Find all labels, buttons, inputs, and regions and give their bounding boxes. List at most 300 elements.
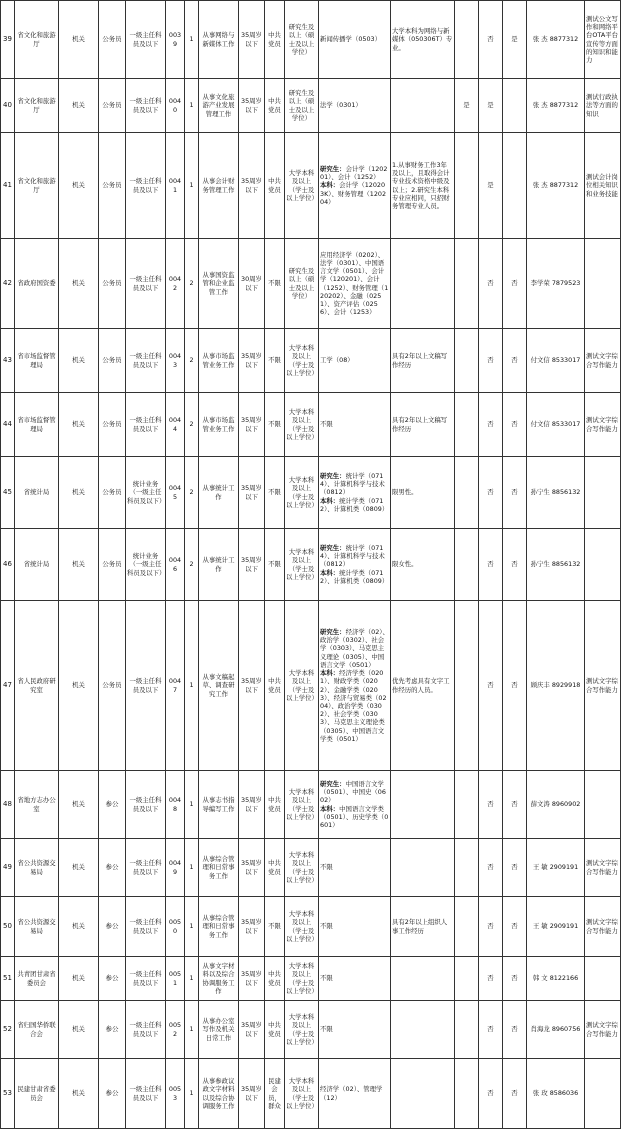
- cell-major: 不限: [319, 897, 391, 957]
- cell-age: 35周岁以下: [239, 393, 265, 457]
- cell-major: [319, 133, 391, 239]
- cell-code: 0045: [166, 457, 185, 529]
- cell-c1: [455, 897, 479, 957]
- cell-contact: 薛文涛 8960902: [527, 771, 585, 839]
- cell-c3: [503, 79, 527, 133]
- cell-type: 公务员: [99, 329, 126, 393]
- cell-major: [319, 771, 391, 839]
- cell-level: 一级主任科员及以下: [126, 839, 166, 897]
- cell-idx: 41: [1, 133, 15, 239]
- cell-other: [391, 79, 455, 133]
- major-part: [320, 472, 389, 497]
- cell-c3: 否: [503, 529, 527, 601]
- table-row: [1, 329, 621, 393]
- cell-level: 一级主任科员及以下: [126, 239, 166, 329]
- cell-politics: 中共党员: [265, 957, 285, 1001]
- cell-duty: 从事综合管理和日常事务工作: [199, 839, 239, 897]
- major-part: [320, 569, 389, 585]
- cell-c1: [455, 133, 479, 239]
- cell-nature: 机关: [59, 133, 99, 239]
- cell-contact: 王 敏 2909191: [527, 839, 585, 897]
- cell-duty: 从事统计工作: [199, 529, 239, 601]
- cell-code: 0053: [166, 1059, 185, 1129]
- cell-duty: 从事办公室写作及机关日常工作: [199, 1001, 239, 1059]
- cell-other: 具有2年以上组织人事工作经历: [391, 897, 455, 957]
- cell-other: 1.从事财务工作3年及以上，且取得会计专业技术资格中级及以上；2.研究生本科专业应相同，只招财务管理专业人员。: [391, 133, 455, 239]
- cell-count: 2: [185, 329, 199, 393]
- cell-edu: 大学本科及以上（学士及以上学位）: [285, 839, 319, 897]
- cell-nature: 机关: [59, 393, 99, 457]
- cell-duty: 从事志书指导编写工作: [199, 771, 239, 839]
- cell-c2: 否: [479, 1059, 503, 1129]
- cell-politics: 中共党员: [265, 79, 285, 133]
- major-part: [320, 544, 389, 569]
- cell-c2: 否: [479, 957, 503, 1001]
- cell-note: 测试文字综合写作能力: [585, 839, 621, 897]
- cell-other: 具有2年以上文稿写作经历: [391, 329, 455, 393]
- table-row: [1, 79, 621, 133]
- cell-politics: 不限: [265, 897, 285, 957]
- cell-major: 应用经济学（0202）、法学（0301）、中国语言文学（0501）、会计学（120201）、会计（1252）、财务管理（120202）、金融（0251）、资产评估（0256）、会计（1253）: [319, 239, 391, 329]
- cell-level: 一级主任科员及以下: [126, 957, 166, 1001]
- table-row: [1, 897, 621, 957]
- cell-nature: 机关: [59, 1, 99, 79]
- cell-count: 2: [185, 529, 199, 601]
- major-part: [320, 669, 389, 743]
- table-row: [1, 1059, 621, 1129]
- table-row: [1, 1001, 621, 1059]
- cell-idx: 53: [1, 1059, 15, 1129]
- cell-note: 测试文字综合写作能力: [585, 1001, 621, 1059]
- cell-c1: [455, 771, 479, 839]
- cell-other: [391, 1001, 455, 1059]
- cell-idx: 47: [1, 601, 15, 771]
- cell-contact: 付文信 8533017: [527, 329, 585, 393]
- cell-duty: 从事参政议政文字材料以及综合协调服务工作: [199, 1059, 239, 1129]
- cell-c2: 否: [479, 529, 503, 601]
- cell-age: 35周岁以下: [239, 1059, 265, 1129]
- cell-age: 35周岁以下: [239, 897, 265, 957]
- cell-edu: 大学本科及以上（学士及以上学位）: [285, 133, 319, 239]
- cell-c3: 否: [503, 239, 527, 329]
- cell-nature: 机关: [59, 329, 99, 393]
- cell-c3: 否: [503, 771, 527, 839]
- cell-c2: 否: [479, 239, 503, 329]
- cell-contact: 孙宁生 8856132: [527, 457, 585, 529]
- cell-c3: 否: [503, 1059, 527, 1129]
- cell-level: 一级主任科员及以下: [126, 1, 166, 79]
- cell-other: [391, 771, 455, 839]
- cell-note: [585, 239, 621, 329]
- cell-contact: 孙宁生 8856132: [527, 529, 585, 601]
- cell-idx: 43: [1, 329, 15, 393]
- cell-note: 测试文字综合写作能力: [585, 393, 621, 457]
- cell-count: 1: [185, 957, 199, 1001]
- major-part: [320, 780, 389, 805]
- major-part: [320, 181, 389, 206]
- cell-c1: [455, 1059, 479, 1129]
- cell-idx: 39: [1, 1, 15, 79]
- major-part-text: 会计学（120203K）、财务管理（120204）: [320, 181, 387, 206]
- cell-edu: 大学本科及以上（学士及以上学位）: [285, 529, 319, 601]
- cell-c3: 否: [503, 1001, 527, 1059]
- cell-type: 公务员: [99, 601, 126, 771]
- table-row: [1, 529, 621, 601]
- cell-major: 新闻传播学（0503）: [319, 1, 391, 79]
- cell-code: 0040: [166, 79, 185, 133]
- cell-code: 0041: [166, 133, 185, 239]
- table-row: [1, 601, 621, 771]
- cell-c1: [455, 1001, 479, 1059]
- cell-other: 大学本科为网络与新媒体（050306T）专业。: [391, 1, 455, 79]
- cell-level: 一级主任科员及以下: [126, 1001, 166, 1059]
- cell-level: 一级主任科员及以下: [126, 1059, 166, 1129]
- cell-age: 35周岁以下: [239, 329, 265, 393]
- cell-unit: 省公共资源交易局: [15, 839, 59, 897]
- cell-politics: 中共党员: [265, 1, 285, 79]
- cell-count: 1: [185, 1, 199, 79]
- cell-major: [319, 601, 391, 771]
- cell-age: 35周岁以下: [239, 957, 265, 1001]
- major-part-text: 统计学类（0712）、计算机类（0809）: [320, 496, 389, 513]
- cell-c3: 否: [503, 457, 527, 529]
- cell-nature: 机关: [59, 839, 99, 897]
- cell-count: 1: [185, 79, 199, 133]
- cell-politics: 不限: [265, 329, 285, 393]
- cell-age: 35周岁以下: [239, 457, 265, 529]
- major-part-text: 中国语言文学（0501）、中国史（0602）: [320, 779, 386, 805]
- cell-age: 35周岁以下: [239, 771, 265, 839]
- cell-unit: 省市场监督管理局: [15, 329, 59, 393]
- cell-other: 限男性。: [391, 457, 455, 529]
- cell-unit: 省地方志办公室: [15, 771, 59, 839]
- major-part: [320, 497, 389, 513]
- cell-contact: 肖海龙 8960756: [527, 1001, 585, 1059]
- cell-type: 公务员: [99, 457, 126, 529]
- cell-nature: 机关: [59, 771, 99, 839]
- cell-c3: 否: [503, 393, 527, 457]
- cell-c3: 否: [503, 897, 527, 957]
- cell-duty: 从事文化旅游产业发展管理工作: [199, 79, 239, 133]
- cell-level: 一级主任科员及以下: [126, 897, 166, 957]
- table-row: [1, 957, 621, 1001]
- cell-idx: 49: [1, 839, 15, 897]
- cell-level: 一级主任科员及以下: [126, 771, 166, 839]
- cell-note: [585, 957, 621, 1001]
- cell-c1: [455, 839, 479, 897]
- cell-level: 统计业务（一级主任科员及以下）: [126, 457, 166, 529]
- cell-c3: 否: [503, 329, 527, 393]
- cell-major: 不限: [319, 1001, 391, 1059]
- cell-duty: 从事文字材料以及综合协调服务工作: [199, 957, 239, 1001]
- cell-c1: [455, 329, 479, 393]
- cell-count: 1: [185, 133, 199, 239]
- cell-duty: 从事文稿起草、调查研究工作: [199, 601, 239, 771]
- cell-edu: 大学本科及以上（学士及以上学位）: [285, 1001, 319, 1059]
- table-row: [1, 771, 621, 839]
- cell-c2: 否: [479, 457, 503, 529]
- cell-level: 一级主任科员及以下: [126, 329, 166, 393]
- cell-unit: 省文化和旅游厅: [15, 1, 59, 79]
- cell-politics: 中共党员: [265, 839, 285, 897]
- cell-note: 测试公文写作和网络平台OTA平台宣传等方面的知识和能力: [585, 1, 621, 79]
- cell-c2: 否: [479, 897, 503, 957]
- cell-other: [391, 957, 455, 1001]
- cell-c1: 是: [455, 79, 479, 133]
- cell-c1: [455, 957, 479, 1001]
- cell-age: 35周岁以下: [239, 1, 265, 79]
- cell-type: 参公: [99, 897, 126, 957]
- table-body: [1, 1, 621, 1129]
- cell-level: 一级主任科员及以下: [126, 79, 166, 133]
- cell-nature: 机关: [59, 457, 99, 529]
- cell-edu: 大学本科及以上（学士及以上学位）: [285, 601, 319, 771]
- cell-count: 2: [185, 393, 199, 457]
- cell-unit: 共青团甘肃省委员会: [15, 957, 59, 1001]
- cell-politics: 中共党员: [265, 133, 285, 239]
- table-row: [1, 457, 621, 529]
- cell-idx: 45: [1, 457, 15, 529]
- cell-other: [391, 1059, 455, 1129]
- cell-idx: 50: [1, 897, 15, 957]
- major-part-heading: 本科：: [320, 804, 340, 813]
- cell-politics: 民建会员，群众: [265, 1059, 285, 1129]
- cell-other: [391, 239, 455, 329]
- cell-count: 1: [185, 1001, 199, 1059]
- cell-major: 工学（08）: [319, 329, 391, 393]
- cell-major: [319, 457, 391, 529]
- cell-nature: 机关: [59, 529, 99, 601]
- major-part-heading: 研究生：: [320, 779, 346, 788]
- major-part-heading: 研究生：: [320, 471, 346, 480]
- cell-idx: 52: [1, 1001, 15, 1059]
- table-row: [1, 1, 621, 79]
- cell-major: 不限: [319, 957, 391, 1001]
- cell-duty: 从事国资监管和企业监管工作: [199, 239, 239, 329]
- cell-note: 测试文字综合写作能力: [585, 897, 621, 957]
- cell-duty: 从事市场监管业务工作: [199, 393, 239, 457]
- cell-type: 公务员: [99, 239, 126, 329]
- cell-nature: 机关: [59, 239, 99, 329]
- cell-level: 一级主任科员及以下: [126, 601, 166, 771]
- table-row: [1, 839, 621, 897]
- major-part-text: 经济学（02）、政治学（0302）、社会学（0303）、马克思主义理论（0305）、中国语言文学（0501）: [320, 628, 389, 669]
- cell-contact: 张 杰 8877312: [527, 1, 585, 79]
- cell-major: 不限: [319, 839, 391, 897]
- cell-contact: 张 杰 8877312: [527, 79, 585, 133]
- cell-unit: 民建甘肃省委员会: [15, 1059, 59, 1129]
- cell-count: 2: [185, 457, 199, 529]
- major-part-text: 会计学（120201）、会计（1252）: [320, 164, 388, 182]
- cell-code: 0046: [166, 529, 185, 601]
- cell-c2: 否: [479, 839, 503, 897]
- cell-code: 0049: [166, 839, 185, 897]
- cell-nature: 机关: [59, 601, 99, 771]
- cell-other: 限女性。: [391, 529, 455, 601]
- cell-count: 1: [185, 601, 199, 771]
- cell-edu: 研究生及以上（硕士及以上学位）: [285, 239, 319, 329]
- table-row: [1, 239, 621, 329]
- cell-nature: 机关: [59, 897, 99, 957]
- cell-c3: 否: [503, 601, 527, 771]
- cell-type: 公务员: [99, 529, 126, 601]
- cell-note: 测试文字综合写作能力: [585, 329, 621, 393]
- cell-c2: 否: [479, 771, 503, 839]
- cell-code: 0044: [166, 393, 185, 457]
- cell-c1: [455, 393, 479, 457]
- cell-unit: 省统计局: [15, 457, 59, 529]
- major-part: [320, 165, 389, 181]
- cell-edu: 大学本科及以上（学士及以上学位）: [285, 329, 319, 393]
- cell-note: [585, 457, 621, 529]
- cell-idx: 42: [1, 239, 15, 329]
- cell-code: 0050: [166, 897, 185, 957]
- cell-type: 公务员: [99, 79, 126, 133]
- cell-duty: 从事综合管理和日常事务工作: [199, 897, 239, 957]
- cell-contact: 王 敏 2909191: [527, 897, 585, 957]
- table-row: [1, 393, 621, 457]
- cell-count: 2: [185, 239, 199, 329]
- cell-code: 0047: [166, 601, 185, 771]
- major-part-heading: 研究生：: [320, 164, 346, 173]
- cell-type: 参公: [99, 1001, 126, 1059]
- cell-code: 0042: [166, 239, 185, 329]
- cell-unit: 省公共资源交易局: [15, 897, 59, 957]
- cell-politics: 中共党员: [265, 771, 285, 839]
- cell-major: [319, 529, 391, 601]
- cell-c2: 否: [479, 601, 503, 771]
- cell-major: 不限: [319, 393, 391, 457]
- cell-idx: 48: [1, 771, 15, 839]
- cell-c2: 否: [479, 1, 503, 79]
- cell-duty: 从事统计工作: [199, 457, 239, 529]
- cell-nature: 机关: [59, 1001, 99, 1059]
- cell-code: 0052: [166, 1001, 185, 1059]
- cell-other: 具有2年以上文稿写作经历: [391, 393, 455, 457]
- cell-code: 0043: [166, 329, 185, 393]
- cell-unit: 省文化和旅游厅: [15, 133, 59, 239]
- major-part-text: 统计学（0714）、计算机科学与技术（0812）: [320, 543, 385, 569]
- cell-nature: 机关: [59, 1059, 99, 1129]
- major-part-heading: 本科：: [320, 669, 340, 678]
- cell-count: 1: [185, 1059, 199, 1129]
- cell-code: 0051: [166, 957, 185, 1001]
- cell-count: 1: [185, 839, 199, 897]
- cell-c1: [455, 239, 479, 329]
- cell-age: 35周岁以下: [239, 601, 265, 771]
- cell-type: 参公: [99, 839, 126, 897]
- cell-edu: 大学本科及以上（学士及以上学位）: [285, 897, 319, 957]
- cell-contact: 张 玫 8586036: [527, 1059, 585, 1129]
- cell-idx: 44: [1, 393, 15, 457]
- cell-type: 参公: [99, 1059, 126, 1129]
- cell-contact: 张 杰 8877312: [527, 133, 585, 239]
- cell-politics: 中共党员: [265, 1001, 285, 1059]
- cell-code: 0048: [166, 771, 185, 839]
- major-part-text: 中国语言文学类（0501）、历史学类（0601）: [320, 804, 389, 829]
- cell-contact: 付文信 8533017: [527, 393, 585, 457]
- cell-unit: 省文化和旅游厅: [15, 79, 59, 133]
- cell-type: 参公: [99, 771, 126, 839]
- cell-politics: 不限: [265, 529, 285, 601]
- cell-count: 1: [185, 897, 199, 957]
- cell-contact: 韩 文 8122166: [527, 957, 585, 1001]
- cell-note: [585, 1059, 621, 1129]
- cell-note: 测试会计岗位相关知识和业务技能: [585, 133, 621, 239]
- cell-c1: [455, 529, 479, 601]
- cell-idx: 51: [1, 957, 15, 1001]
- cell-type: 公务员: [99, 393, 126, 457]
- cell-nature: 机关: [59, 957, 99, 1001]
- cell-unit: 省统计局: [15, 529, 59, 601]
- cell-edu: 大学本科及以上（学士及以上学位）: [285, 393, 319, 457]
- cell-type: 公务员: [99, 1, 126, 79]
- cell-idx: 40: [1, 79, 15, 133]
- cell-edu: 大学本科及以上（学士及以上学位）: [285, 957, 319, 1001]
- major-part-text: 统计学（0714）、计算机科学与技术（0812）: [320, 471, 385, 497]
- cell-c3: 否: [503, 839, 527, 897]
- cell-unit: 省市场监督管理局: [15, 393, 59, 457]
- cell-age: 35周岁以下: [239, 839, 265, 897]
- cell-age: 35周岁以下: [239, 79, 265, 133]
- cell-duty: 从事市场监管业务工作: [199, 329, 239, 393]
- cell-politics: 中共党员: [265, 601, 285, 771]
- cell-code: 0039: [166, 1, 185, 79]
- major-part: [320, 805, 389, 830]
- cell-c1: [455, 457, 479, 529]
- cell-c2: 否: [479, 329, 503, 393]
- major-part-heading: 本科：: [320, 181, 340, 190]
- cell-c2: 是: [479, 79, 503, 133]
- cell-age: 35周岁以下: [239, 1001, 265, 1059]
- cell-politics: 不限: [265, 457, 285, 529]
- cell-politics: 不限: [265, 239, 285, 329]
- cell-type: 公务员: [99, 133, 126, 239]
- cell-age: 35周岁以下: [239, 133, 265, 239]
- cell-c3: 否: [503, 957, 527, 1001]
- cell-count: 1: [185, 771, 199, 839]
- cell-major: 经济学（02）、管理学（12）: [319, 1059, 391, 1129]
- cell-level: 统计业务（一级主任科员及以下）: [126, 529, 166, 601]
- major-part-heading: 本科：: [320, 568, 340, 577]
- cell-duty: 从事会计财务管理工作: [199, 133, 239, 239]
- cell-politics: 不限: [265, 393, 285, 457]
- cell-type: 参公: [99, 957, 126, 1001]
- cell-edu: 大学本科及以上（学士及以上学位）: [285, 457, 319, 529]
- cell-contact: 顾庆丰 8929918: [527, 601, 585, 771]
- cell-note: 测试行政执法等方面的知识: [585, 79, 621, 133]
- cell-edu: 研究生及以上（硕士及以上学位）: [285, 1, 319, 79]
- cell-other: 优先考虑具有文字工作经历的人员。: [391, 601, 455, 771]
- cell-edu: 大学本科及以上（学士及以上学位）: [285, 1059, 319, 1129]
- cell-c2: 否: [479, 393, 503, 457]
- cell-note: 测试文字综合写作能力: [585, 601, 621, 771]
- cell-unit: 省归国华侨联合会: [15, 1001, 59, 1059]
- cell-duty: 从事网络与新媒体工作: [199, 1, 239, 79]
- cell-age: 35周岁以下: [239, 529, 265, 601]
- cell-contact: 李学荣 7879523: [527, 239, 585, 329]
- cell-c1: [455, 1, 479, 79]
- table-row: [1, 133, 621, 239]
- major-part: [320, 628, 389, 669]
- cell-c2: 是: [479, 133, 503, 239]
- cell-nature: 机关: [59, 79, 99, 133]
- cell-note: [585, 529, 621, 601]
- major-part-text: 统计学类（0712）、计算机类（0809）: [320, 568, 389, 585]
- cell-idx: 46: [1, 529, 15, 601]
- cell-edu: 大学本科及以上（学士及以上学位）: [285, 771, 319, 839]
- cell-level: 一级主任科员及以下: [126, 393, 166, 457]
